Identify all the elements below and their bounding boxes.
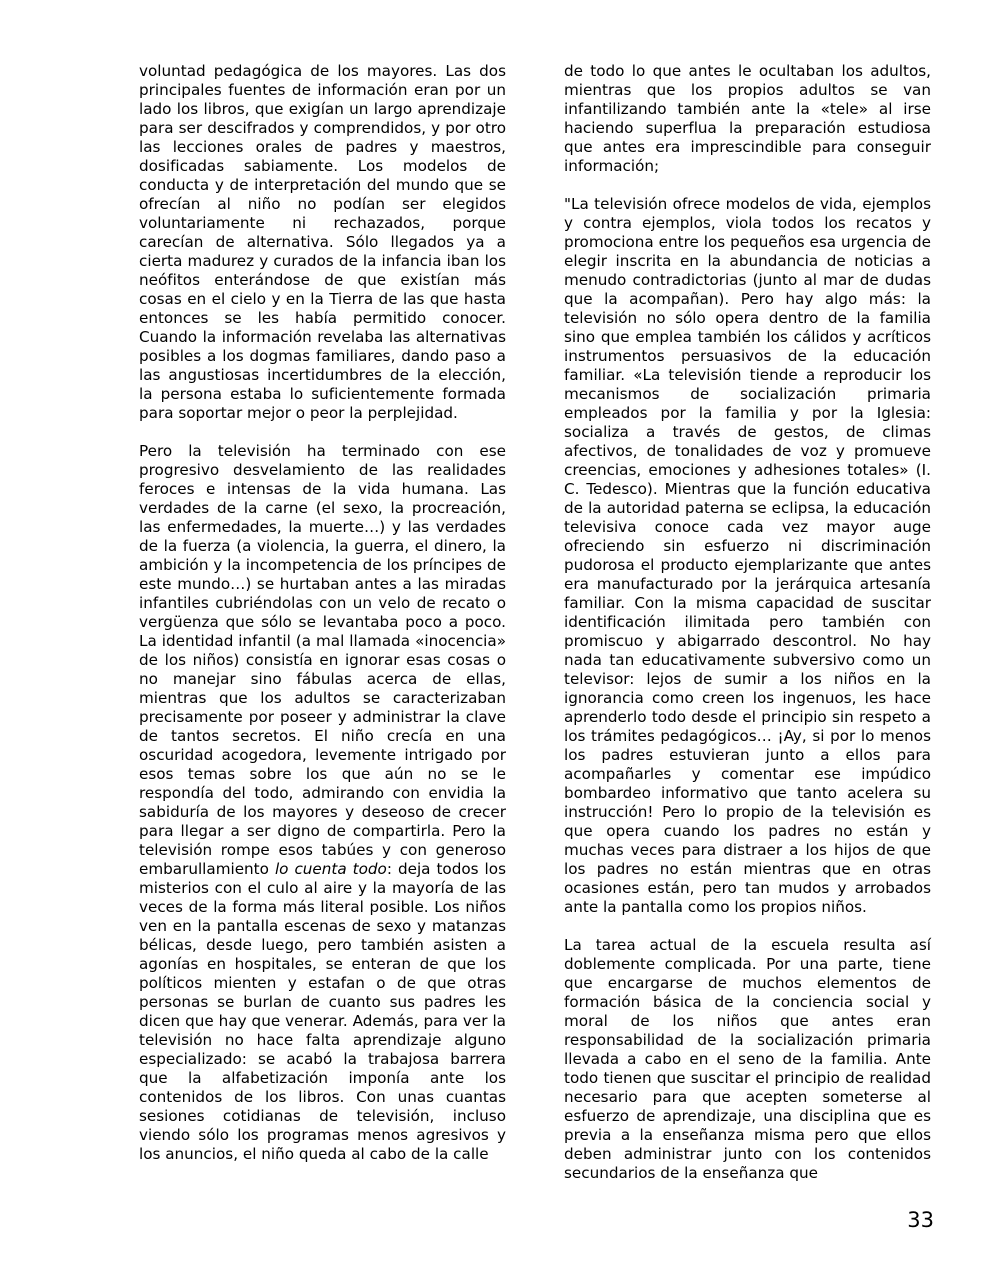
paragraph: de todo lo que antes le ocultaban los adultos, mientras que los propios adultos se van infantilizando también ante la «tele» al irse haciendo superflua la preparación estudiosa que antes era imprescindible para conseguir información; <box>564 62 931 175</box>
right-column <box>564 62 931 1183</box>
emphasized-phrase: lo cuenta todo <box>274 860 387 878</box>
left-column <box>139 62 506 1164</box>
paragraph: "La televisión ofrece modelos de vida, ejemplos y contra ejemplos, viola todos los recatos y promociona entre los pequeños esa urgencia de elegir inscrita en la abundancia de noticias a menudo contradictorias (junto al mar de dudas que la acompañan). Pero hay algo más: la televisión no sólo opera dentro de la familia sino que emplea también los cálidos y acríticos instrumentos persuasivos de la educación familiar. «La televisión tiende a reproducir los mecanismos de socialización primaria empleados por la familia y por la Iglesia: socializa a través de gestos, de climas afectivos, de tonalidades de voz y promueve creencias, emociones y adhesiones totales» (I. C. Tedesco). Mientras que la función educativa de la autoridad paterna se eclipsa, la educación televisiva conoce cada vez mayor auge ofreciendo sin esfuerzo ni discriminación pudorosa el producto ejemplarizante que antes era manufacturado por la jerárquica artesanía familiar. Con la misma capacidad de suscitar identificación ilimitada pero también con promiscuo y abigarrado descontrol. No hay nada tan educativamente subversivo como un televisor: lejos de sumir a los niños en la ignorancia como creen los ingenuos, les hace aprenderlo todo desde el principio sin respeto a los trámites pedagógicos… ¡Ay, si por lo menos los padres estuvieran junto a ellos para acompañarles y comentar ese impúdico bombardeo informativo que tanto acelera su instrucción! Pero lo propio de la televisión es que opera cuando los padres no están y muchas veces para distraer a los hijos de que los padres no están mientras que en otras ocasiones están, pero tan mudos y arrobados ante la pantalla como los propios niños. <box>564 195 931 916</box>
paragraph-text-before-italic: Pero la televisión ha terminado con ese progresivo desvelamiento de las realidades feroces e intensas de la vida humana. Las verdades de la carne (el sexo, la procreación, las enfermedades, la muerte…) y las verdades de la fuerza (a violencia, la guerra, el dinero, la ambición y la incompetencia de los príncipes de este mundo…) se hurtaban antes a las miradas infantiles cubriéndolas con un velo de recato o vergüenza que sólo se levantaba poco a poco. La identidad infantil (a mal llamada «inocencia» de los niños) consistía en ignorar esas cosas o no manejar sino fábulas acerca de ellas, mientras que los adultos se caracterizaban precisamente por poseer y administrar la clave de tantos secretos. El niño crecía en una oscuridad acogedora, levemente intrigado por esos temas sobre los que aún no se le respondía del todo, admirando con envidia la sabiduría de los mayores y deseoso de crecer para llegar a ser digno de compartirla. Pero la televisión rompe esos tabúes y con generoso embarullamiento <box>139 442 506 878</box>
page-number: 33 <box>907 1208 934 1232</box>
paragraph-text-after-italic: : deja todos los misterios con el culo al aire y la mayoría de las veces de la forma más literal posible. Los niños ven en la pantalla escenas de sexo y matanzas bélicas, desde luego, pero también asisten a agonías en hospitales, se enteran de que los políticos mienten y estafan o de que otras personas se burlan de cuanto sus padres les dicen que hay que venerar. Además, para ver la televisión no hace falta aprendizaje alguno especializado: se acabó la trabajosa barrera que la alfabetización imponía ante los contenidos de los libros. Con unas cuantas sesiones cotidianas de televisión, incluso viendo sólo los programas menos agresivos y los anuncios, el niño queda al cabo de la calle <box>139 860 506 1163</box>
text-columns <box>139 62 931 1182</box>
paragraph <box>139 442 506 1164</box>
paragraph: La tarea actual de la escuela resulta así doblemente complicada. Por una parte, tiene que encargarse de muchos elementos de formación básica de la conciencia social y moral de los niños que antes eran responsabilidad de la socialización primaria llevada a cabo en el seno de la familia. Ante todo tienen que suscitar el principio de realidad necesario para que acepten someterse al esfuerzo de aprendizaje, una disciplina que es previa a la enseñanza misma pero que ellos deben administrar junto con los contenidos secundarios de la enseñanza que <box>564 936 931 1182</box>
paragraph: voluntad pedagógica de los mayores. Las dos principales fuentes de información eran por un lado los libros, que exigían un largo aprendizaje para ser descifrados y comprendidos, y por otro las lecciones orales de padres y maestros, dosificadas sabiamente. Los modelos de conducta y de interpretación del mundo que se ofrecían al niño no podían ser elegidos voluntariamente ni rechazados, porque carecían de alternativa. Sólo llegados ya a cierta madurez y curados de la infancia iban los neófitos enterándose de que existían más cosas en el cielo y en la Tierra de las que hasta entonces se les había permitido conocer. Cuando la información revelaba las alternativas posibles a los dogmas familiares, dando paso a las angustiosas incertidumbres de la elección, la persona estaba lo suficientemente formada para soportar mejor o peor la perplejidad. <box>139 62 506 422</box>
